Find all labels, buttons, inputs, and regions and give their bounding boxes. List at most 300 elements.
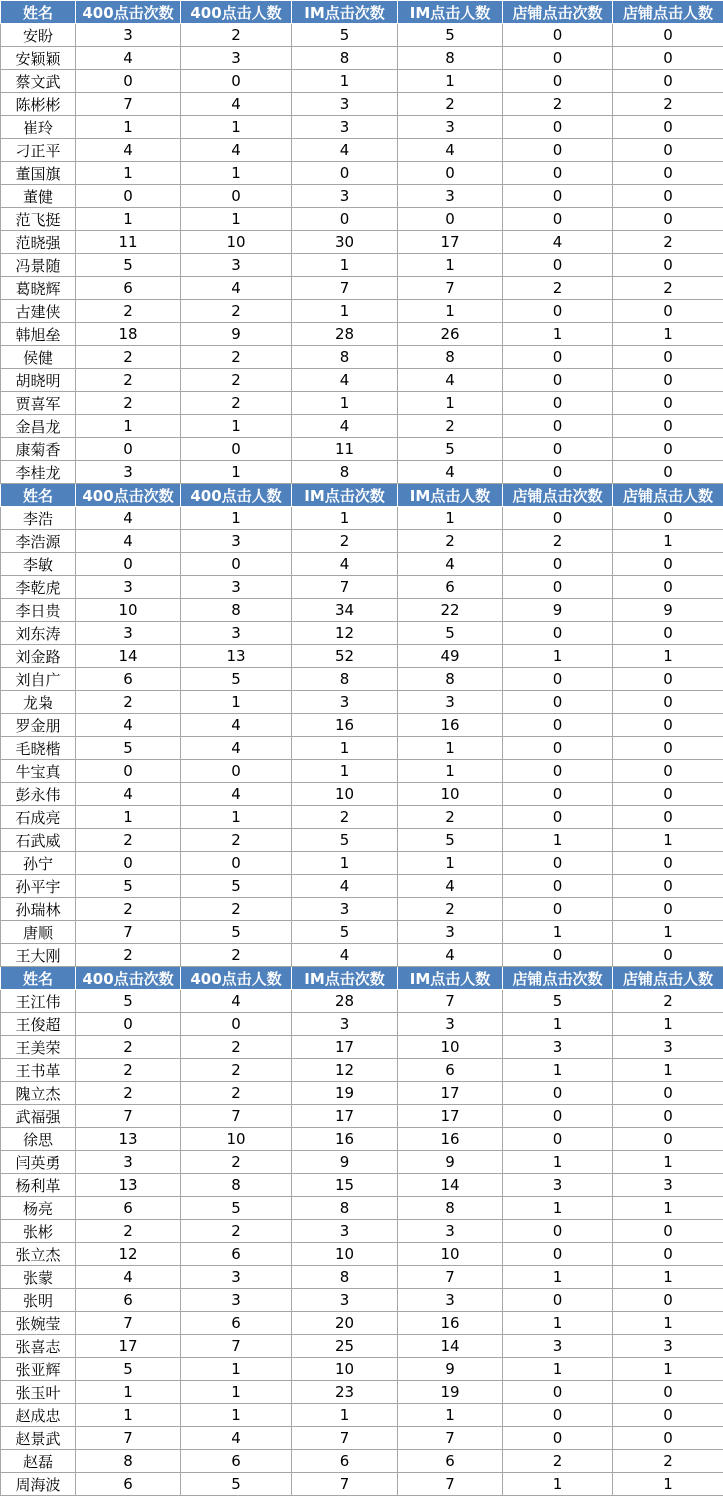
value-cell: 4 — [292, 553, 398, 576]
value-cell: 1 — [613, 1473, 723, 1496]
value-cell: 0 — [503, 47, 613, 70]
value-cell: 1 — [181, 1381, 292, 1404]
value-cell: 0 — [613, 852, 723, 875]
name-cell: 孙宁 — [1, 852, 76, 875]
value-cell: 0 — [613, 346, 723, 369]
value-cell: 15 — [292, 1174, 398, 1197]
value-cell: 4 — [181, 139, 292, 162]
table-row — [1, 599, 723, 622]
value-cell: 2 — [398, 93, 503, 116]
table-row — [1, 875, 723, 898]
value-cell: 4 — [181, 737, 292, 760]
value-cell: 0 — [503, 461, 613, 484]
value-cell: 0 — [613, 1105, 723, 1128]
value-cell: 0 — [613, 185, 723, 208]
value-cell: 2 — [76, 944, 181, 967]
value-cell: 10 — [292, 1243, 398, 1266]
name-cell: 张喜志 — [1, 1335, 76, 1358]
value-cell: 0 — [503, 1128, 613, 1151]
value-cell: 3 — [181, 1266, 292, 1289]
value-cell: 1 — [503, 645, 613, 668]
value-cell: 2 — [181, 1082, 292, 1105]
name-cell: 安盼 — [1, 24, 76, 47]
column-header: 店铺点击人数 — [613, 484, 723, 507]
value-cell: 7 — [76, 921, 181, 944]
value-cell: 10 — [398, 1036, 503, 1059]
value-cell: 0 — [613, 1243, 723, 1266]
column-header: 店铺点击次数 — [503, 484, 613, 507]
value-cell: 3 — [613, 1036, 723, 1059]
value-cell: 5 — [398, 24, 503, 47]
value-cell: 2 — [181, 392, 292, 415]
value-cell: 8 — [181, 599, 292, 622]
table-row — [1, 1174, 723, 1197]
table-row — [1, 1082, 723, 1105]
value-cell: 1 — [398, 1404, 503, 1427]
column-header: 姓名 — [1, 484, 76, 507]
value-cell: 3 — [181, 576, 292, 599]
value-cell: 3 — [613, 1174, 723, 1197]
value-cell: 0 — [503, 300, 613, 323]
value-cell: 3 — [398, 116, 503, 139]
value-cell: 0 — [613, 714, 723, 737]
value-cell: 5 — [181, 1197, 292, 1220]
value-cell: 10 — [398, 1243, 503, 1266]
value-cell: 0 — [613, 507, 723, 530]
value-cell: 2 — [181, 1220, 292, 1243]
value-cell: 0 — [613, 1381, 723, 1404]
name-cell: 王俊超 — [1, 1013, 76, 1036]
value-cell: 13 — [76, 1174, 181, 1197]
value-cell: 19 — [398, 1381, 503, 1404]
table-row — [1, 139, 723, 162]
value-cell: 0 — [503, 668, 613, 691]
table-row — [1, 1243, 723, 1266]
table-row — [1, 1312, 723, 1335]
value-cell: 0 — [503, 1404, 613, 1427]
value-cell: 2 — [181, 1151, 292, 1174]
table-row — [1, 461, 723, 484]
name-cell: 刘金路 — [1, 645, 76, 668]
value-cell: 0 — [503, 576, 613, 599]
value-cell: 1 — [613, 1059, 723, 1082]
value-cell: 8 — [292, 346, 398, 369]
name-cell: 王大刚 — [1, 944, 76, 967]
name-cell: 董健 — [1, 185, 76, 208]
value-cell: 0 — [613, 875, 723, 898]
value-cell: 1 — [613, 1266, 723, 1289]
value-cell: 6 — [181, 1450, 292, 1473]
table-row — [1, 277, 723, 300]
value-cell: 0 — [181, 1013, 292, 1036]
value-cell: 4 — [76, 783, 181, 806]
column-header: IM点击次数 — [292, 484, 398, 507]
value-cell: 2 — [76, 1220, 181, 1243]
value-cell: 4 — [292, 369, 398, 392]
name-cell: 杨利革 — [1, 1174, 76, 1197]
value-cell: 7 — [292, 1473, 398, 1496]
table-row — [1, 576, 723, 599]
table-row — [1, 944, 723, 967]
value-cell: 0 — [613, 139, 723, 162]
value-cell: 2 — [181, 1036, 292, 1059]
value-cell: 0 — [613, 1427, 723, 1450]
value-cell: 0 — [503, 1082, 613, 1105]
table-row — [1, 1059, 723, 1082]
name-cell: 张亚辉 — [1, 1358, 76, 1381]
value-cell: 0 — [503, 254, 613, 277]
value-cell: 0 — [613, 70, 723, 93]
value-cell: 1 — [613, 829, 723, 852]
table-row — [1, 1335, 723, 1358]
value-cell: 2 — [292, 530, 398, 553]
value-cell: 17 — [398, 1105, 503, 1128]
value-cell: 1 — [503, 1197, 613, 1220]
value-cell: 2 — [76, 691, 181, 714]
value-cell: 0 — [503, 438, 613, 461]
column-header: 店铺点击次数 — [503, 1, 613, 24]
table-row — [1, 208, 723, 231]
value-cell: 0 — [503, 392, 613, 415]
table-row — [1, 921, 723, 944]
value-cell: 0 — [503, 162, 613, 185]
value-cell: 7 — [398, 1427, 503, 1450]
table-row — [1, 1197, 723, 1220]
name-cell: 韩旭垒 — [1, 323, 76, 346]
column-header: IM点击人数 — [398, 967, 503, 990]
value-cell: 1 — [292, 300, 398, 323]
value-cell: 25 — [292, 1335, 398, 1358]
value-cell: 10 — [181, 1128, 292, 1151]
value-cell: 19 — [292, 1082, 398, 1105]
value-cell: 17 — [76, 1335, 181, 1358]
value-cell: 2 — [181, 1059, 292, 1082]
value-cell: 52 — [292, 645, 398, 668]
value-cell: 2 — [76, 1082, 181, 1105]
table-row — [1, 1266, 723, 1289]
value-cell: 1 — [76, 415, 181, 438]
value-cell: 4 — [76, 47, 181, 70]
value-cell: 3 — [398, 921, 503, 944]
value-cell: 16 — [398, 1128, 503, 1151]
name-cell: 范飞挺 — [1, 208, 76, 231]
table-row — [1, 47, 723, 70]
value-cell: 0 — [613, 737, 723, 760]
value-cell: 5 — [76, 737, 181, 760]
value-cell: 34 — [292, 599, 398, 622]
value-cell: 0 — [398, 208, 503, 231]
value-cell: 0 — [613, 415, 723, 438]
value-cell: 1 — [181, 162, 292, 185]
value-cell: 1 — [398, 392, 503, 415]
value-cell: 4 — [398, 461, 503, 484]
value-cell: 0 — [503, 116, 613, 139]
name-cell: 石武威 — [1, 829, 76, 852]
table-row — [1, 300, 723, 323]
name-cell: 王江伟 — [1, 990, 76, 1013]
value-cell: 0 — [503, 737, 613, 760]
value-cell: 0 — [613, 1128, 723, 1151]
value-cell: 1 — [76, 806, 181, 829]
value-cell: 0 — [503, 1289, 613, 1312]
name-cell: 李日贵 — [1, 599, 76, 622]
value-cell: 0 — [503, 415, 613, 438]
value-cell: 1 — [76, 1381, 181, 1404]
value-cell: 7 — [76, 1312, 181, 1335]
value-cell: 0 — [76, 70, 181, 93]
value-cell: 4 — [398, 875, 503, 898]
name-cell: 毛晓楷 — [1, 737, 76, 760]
value-cell: 4 — [76, 714, 181, 737]
value-cell: 0 — [613, 1404, 723, 1427]
value-cell: 5 — [181, 1473, 292, 1496]
value-cell: 4 — [292, 875, 398, 898]
value-cell: 3 — [398, 1289, 503, 1312]
table-row — [1, 323, 723, 346]
value-cell: 2 — [76, 369, 181, 392]
table-row — [1, 645, 723, 668]
value-cell: 2 — [613, 231, 723, 254]
name-cell: 石成亮 — [1, 806, 76, 829]
value-cell: 0 — [613, 438, 723, 461]
value-cell: 1 — [613, 530, 723, 553]
value-cell: 1 — [613, 1013, 723, 1036]
table-row — [1, 116, 723, 139]
value-cell: 1 — [398, 70, 503, 93]
table-row — [1, 622, 723, 645]
table-row — [1, 530, 723, 553]
table-row — [1, 507, 723, 530]
value-cell: 2 — [613, 1450, 723, 1473]
value-cell: 8 — [76, 1450, 181, 1473]
table-row — [1, 714, 723, 737]
value-cell: 4 — [398, 944, 503, 967]
value-cell: 1 — [613, 1197, 723, 1220]
name-cell: 赵景武 — [1, 1427, 76, 1450]
table-row — [1, 1220, 723, 1243]
value-cell: 7 — [398, 990, 503, 1013]
value-cell: 1 — [76, 116, 181, 139]
value-cell: 8 — [181, 1174, 292, 1197]
name-cell: 张婉莹 — [1, 1312, 76, 1335]
value-cell: 0 — [503, 70, 613, 93]
value-cell: 0 — [613, 668, 723, 691]
value-cell: 0 — [76, 852, 181, 875]
value-cell: 1 — [398, 852, 503, 875]
value-cell: 0 — [503, 185, 613, 208]
value-cell: 2 — [76, 392, 181, 415]
column-header: 400点击人数 — [181, 484, 292, 507]
value-cell: 28 — [292, 323, 398, 346]
value-cell: 9 — [613, 599, 723, 622]
column-header: 店铺点击人数 — [613, 967, 723, 990]
value-cell: 3 — [613, 1335, 723, 1358]
value-cell: 0 — [503, 806, 613, 829]
value-cell: 3 — [292, 93, 398, 116]
name-cell: 李桂龙 — [1, 461, 76, 484]
name-cell: 武福强 — [1, 1105, 76, 1128]
value-cell: 10 — [398, 783, 503, 806]
value-cell: 0 — [76, 438, 181, 461]
value-cell: 0 — [613, 162, 723, 185]
value-cell: 0 — [503, 760, 613, 783]
column-header: 400点击人数 — [181, 967, 292, 990]
value-cell: 2 — [503, 93, 613, 116]
value-cell: 2 — [398, 415, 503, 438]
name-cell: 赵磊 — [1, 1450, 76, 1473]
value-cell: 12 — [292, 1059, 398, 1082]
value-cell: 0 — [503, 714, 613, 737]
value-cell: 1 — [613, 1151, 723, 1174]
column-header: 店铺点击人数 — [613, 1, 723, 24]
name-cell: 李乾虎 — [1, 576, 76, 599]
value-cell: 0 — [292, 208, 398, 231]
value-cell: 2 — [76, 346, 181, 369]
value-cell: 0 — [613, 576, 723, 599]
table-row — [1, 1358, 723, 1381]
value-cell: 0 — [181, 852, 292, 875]
value-cell: 0 — [76, 1013, 181, 1036]
value-cell: 1 — [503, 1358, 613, 1381]
value-cell: 7 — [292, 576, 398, 599]
value-cell: 4 — [398, 139, 503, 162]
name-cell: 龙枭 — [1, 691, 76, 714]
value-cell: 1 — [398, 507, 503, 530]
value-cell: 10 — [292, 1358, 398, 1381]
value-cell: 0 — [503, 553, 613, 576]
value-cell: 1 — [398, 254, 503, 277]
name-cell: 康菊香 — [1, 438, 76, 461]
value-cell: 2 — [613, 93, 723, 116]
name-cell: 孙瑞林 — [1, 898, 76, 921]
table-row — [1, 231, 723, 254]
value-cell: 0 — [613, 392, 723, 415]
table-row — [1, 254, 723, 277]
value-cell: 2 — [398, 530, 503, 553]
value-cell: 9 — [398, 1358, 503, 1381]
column-header: IM点击次数 — [292, 1, 398, 24]
name-cell: 隗立杰 — [1, 1082, 76, 1105]
value-cell: 0 — [613, 553, 723, 576]
value-cell: 6 — [76, 277, 181, 300]
table-row — [1, 806, 723, 829]
value-cell: 0 — [503, 1105, 613, 1128]
value-cell: 11 — [76, 231, 181, 254]
value-cell: 1 — [292, 254, 398, 277]
value-cell: 4 — [76, 1266, 181, 1289]
table-row — [1, 898, 723, 921]
value-cell: 1 — [503, 1266, 613, 1289]
value-cell: 5 — [292, 829, 398, 852]
value-cell: 6 — [181, 1312, 292, 1335]
value-cell: 0 — [181, 760, 292, 783]
value-cell: 5 — [76, 254, 181, 277]
value-cell: 17 — [398, 231, 503, 254]
value-cell: 0 — [503, 852, 613, 875]
value-cell: 4 — [76, 139, 181, 162]
table-row — [1, 990, 723, 1013]
value-cell: 5 — [398, 829, 503, 852]
value-cell: 0 — [613, 806, 723, 829]
value-cell: 1 — [398, 760, 503, 783]
value-cell: 14 — [76, 645, 181, 668]
value-cell: 3 — [503, 1174, 613, 1197]
value-cell: 7 — [292, 1427, 398, 1450]
name-cell: 张蒙 — [1, 1266, 76, 1289]
name-cell: 杨亮 — [1, 1197, 76, 1220]
value-cell: 3 — [181, 254, 292, 277]
value-cell: 3 — [181, 1289, 292, 1312]
value-cell: 0 — [76, 185, 181, 208]
value-cell: 0 — [503, 622, 613, 645]
value-cell: 6 — [398, 1059, 503, 1082]
value-cell: 0 — [503, 898, 613, 921]
value-cell: 0 — [613, 1289, 723, 1312]
value-cell: 2 — [398, 806, 503, 829]
value-cell: 3 — [292, 1220, 398, 1243]
value-cell: 8 — [398, 1197, 503, 1220]
value-cell: 1 — [181, 461, 292, 484]
value-cell: 1 — [503, 1473, 613, 1496]
value-cell: 7 — [76, 93, 181, 116]
value-cell: 4 — [398, 369, 503, 392]
value-cell: 1 — [503, 1151, 613, 1174]
value-cell: 17 — [292, 1105, 398, 1128]
table-row — [1, 668, 723, 691]
value-cell: 26 — [398, 323, 503, 346]
value-cell: 5 — [76, 875, 181, 898]
value-cell: 5 — [292, 921, 398, 944]
table-row — [1, 415, 723, 438]
value-cell: 0 — [76, 553, 181, 576]
name-cell: 王书革 — [1, 1059, 76, 1082]
header-row — [1, 1, 723, 24]
value-cell: 3 — [292, 691, 398, 714]
value-cell: 3 — [181, 622, 292, 645]
value-cell: 8 — [292, 47, 398, 70]
table-row — [1, 1289, 723, 1312]
value-cell: 8 — [292, 1266, 398, 1289]
value-cell: 1 — [503, 323, 613, 346]
name-cell: 牛宝真 — [1, 760, 76, 783]
value-cell: 1 — [181, 116, 292, 139]
header-row — [1, 967, 723, 990]
value-cell: 8 — [292, 461, 398, 484]
value-cell: 1 — [181, 1404, 292, 1427]
value-cell: 0 — [181, 185, 292, 208]
value-cell: 16 — [292, 1128, 398, 1151]
column-header: 姓名 — [1, 1, 76, 24]
value-cell: 3 — [292, 185, 398, 208]
name-cell: 刘东涛 — [1, 622, 76, 645]
value-cell: 3 — [398, 1220, 503, 1243]
value-cell: 3 — [292, 898, 398, 921]
value-cell: 0 — [613, 691, 723, 714]
name-cell: 葛晓辉 — [1, 277, 76, 300]
value-cell: 0 — [613, 369, 723, 392]
value-cell: 2 — [76, 898, 181, 921]
name-cell: 李敏 — [1, 553, 76, 576]
value-cell: 0 — [613, 300, 723, 323]
value-cell: 3 — [292, 116, 398, 139]
value-cell: 1 — [181, 208, 292, 231]
value-cell: 20 — [292, 1312, 398, 1335]
value-cell: 1 — [613, 921, 723, 944]
table-row — [1, 24, 723, 47]
value-cell: 1 — [292, 392, 398, 415]
name-cell: 冯景随 — [1, 254, 76, 277]
value-cell: 6 — [398, 576, 503, 599]
